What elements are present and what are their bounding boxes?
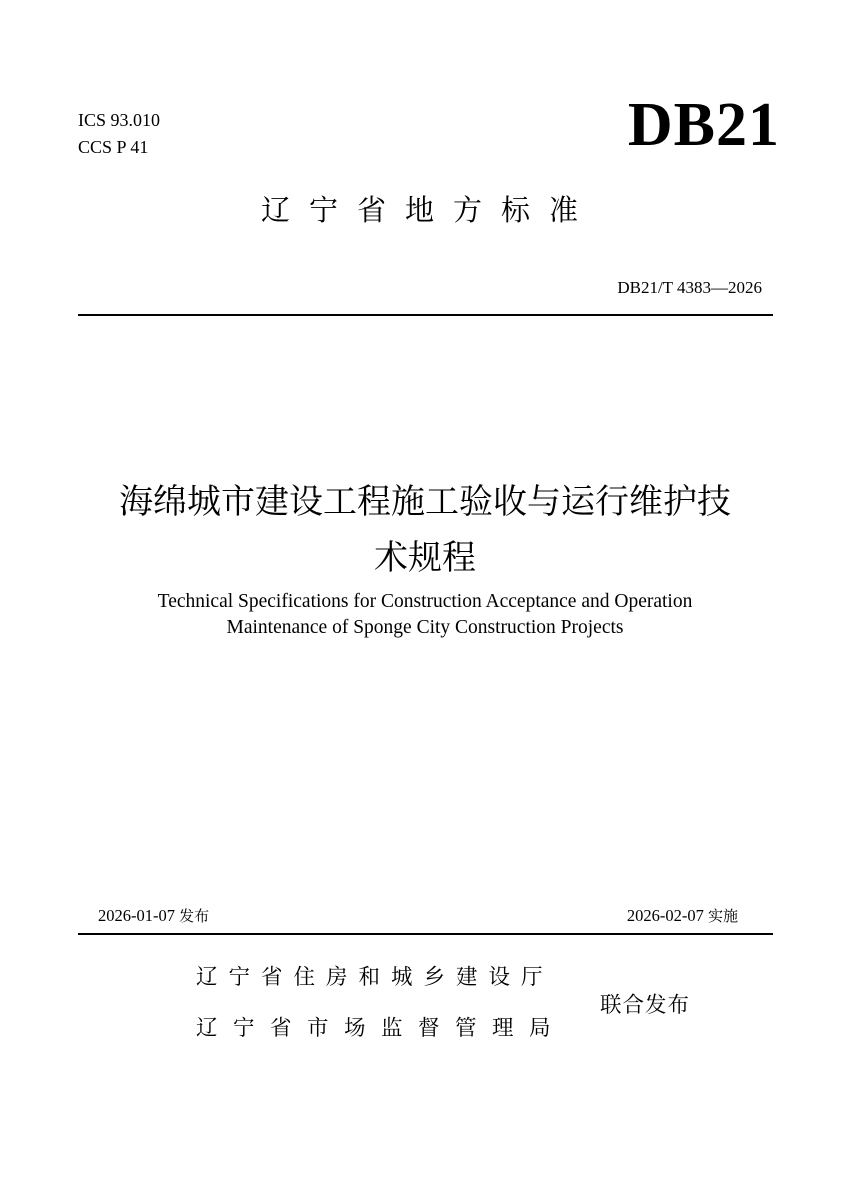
title-chinese [60, 474, 790, 586]
ics-code: ICS 93.010 [78, 110, 161, 130]
ccs-code: CCS P 41 [78, 137, 149, 157]
title-chinese-line-2: 术规程 [374, 538, 476, 578]
implementation-date: 2026-02-07 [626, 906, 704, 925]
issuer-housing-department: 辽宁省住房和城乡建设厅 [196, 965, 554, 990]
title-english [60, 589, 790, 641]
standard-type: 辽宁省地方标准 [260, 193, 597, 227]
title-chinese-line-1: 海绵城市建设工程施工验收与运行维护技 [119, 482, 731, 522]
issuer-market-regulation: 辽宁省市场监督管理局 [196, 1016, 567, 1041]
issue-date-block [98, 905, 209, 927]
title-english-line-2: Maintenance of Sponge City Construction Projects [226, 617, 624, 638]
implementation-label: 实施 [707, 907, 738, 925]
implementation-date-block [627, 905, 738, 927]
title-english-line-1: Technical Specifications for Construction Acceptance and Operation [157, 591, 693, 612]
issue-date: 2026-01-07 [98, 906, 175, 925]
bottom-divider [78, 933, 773, 935]
top-divider [78, 314, 773, 316]
joint-issue-label: 联合发布 [600, 993, 691, 1018]
issue-label: 发布 [179, 907, 210, 925]
standard-logo: DB21 [627, 91, 780, 159]
standard-code: DB21/T 4383—2026 [617, 278, 762, 297]
